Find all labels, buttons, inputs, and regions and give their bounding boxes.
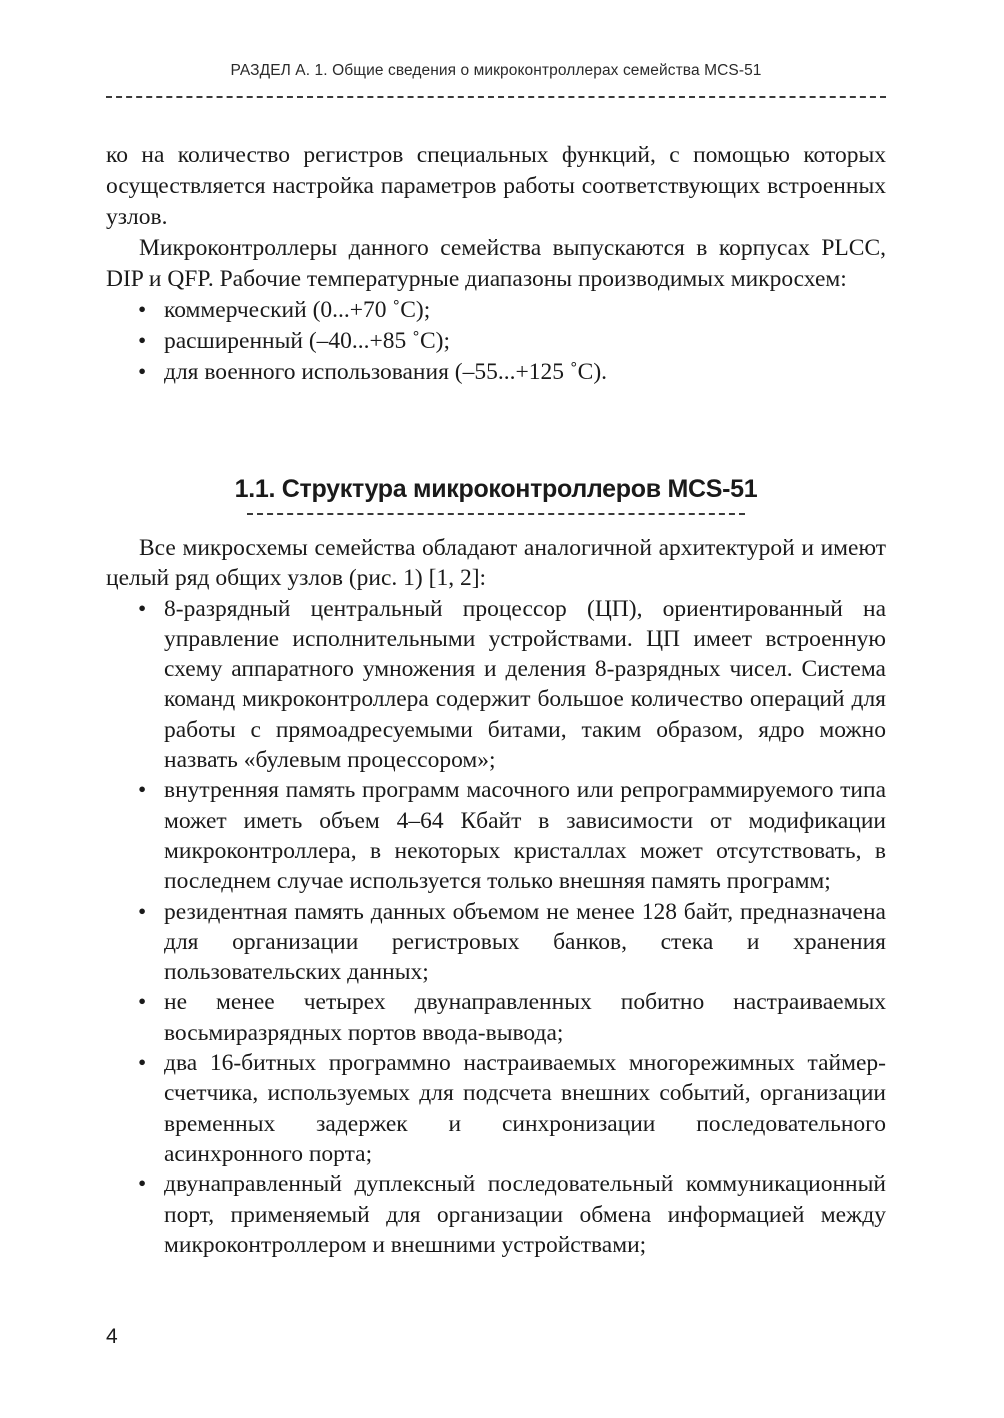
bullet-icon: • <box>138 989 147 1016</box>
list-item-text: 8-разрядный центральный процессор (ЦП), ориентированный на управление исполнительными устройствами. ЦП имеет встроенную схему аппаратного умножения и деления 8-разрядных чисел. Система команд микроконтроллера содержит большое количество операций для работы с прямоадресуемыми битами, таким образом, ядро можно назвать «булевым процессором»; <box>164 595 886 774</box>
list-item-text: два 16-битных программно настраиваемых многорежимных таймер-счетчика, используемых для подсчета внешних событий, организации временных задержек и синхронизации последовательного асинхронного порта; <box>164 1050 886 1167</box>
list-item <box>106 775 886 896</box>
section-heading: 1.1. Структура микроконтроллеров MCS-51 <box>234 475 758 503</box>
bullet-icon: • <box>138 1171 147 1198</box>
bullet-icon: • <box>138 595 147 622</box>
list-item-text: внутренняя память программ масочного или репрограммируемого типа может иметь объем 4–64 Кбайт в зависимости от модификации микроконтроллера, в некоторых кристаллах может отсутствовать, в последнем случае используется только внешняя память программ; <box>164 777 886 895</box>
heading-dashed-rule <box>247 513 745 515</box>
bullet-icon: • <box>138 297 147 323</box>
bullet-icon: • <box>138 328 147 354</box>
list-item <box>106 1048 886 1169</box>
list-item <box>106 295 886 326</box>
list-item-text: двунаправленный дуплексный последовательный коммуникационный порт, применяемый для организации обмена информацией между микроконтроллером и внешними устройствами; <box>164 1171 886 1258</box>
running-header: РАЗДЕЛ А. 1. Общие сведения о микроконтроллерах семейства MCS-51 <box>230 62 762 79</box>
bullet-icon: • <box>138 777 147 804</box>
list-item <box>106 357 886 388</box>
intro-paragraph-continuation: ко на количество регистров специальных функций, с помощью которых осуществляется настройка параметров работы соответствующих встроенных узлов. <box>106 142 886 230</box>
list-item-text: расширенный (–40...+85 ˚С); <box>164 328 451 354</box>
bullet-icon: • <box>138 1050 147 1077</box>
section-lead-paragraph: Все микросхемы семейства обладают аналогичной архитектурой и имеют целый ряд общих узлов (рис. 1) [1, 2]: <box>106 535 886 592</box>
list-item <box>106 594 886 776</box>
header-dashed-rule <box>106 96 886 98</box>
list-item-text: не менее четырех двунаправленных побитно настраиваемых восьмиразрядных портов ввода-вывода; <box>164 989 886 1046</box>
page-number: 4 <box>106 1325 118 1348</box>
list-item <box>106 326 886 357</box>
list-item-text: для военного использования (–55...+125 ˚С). <box>164 359 608 385</box>
intro-text-block <box>106 140 886 388</box>
temperature-range-list <box>106 295 886 388</box>
bullet-icon: • <box>138 359 147 385</box>
intro-paragraph-packages: Микроконтроллеры данного семейства выпускаются в корпусах PLCC, DIP и QFP. Рабочие температурные диапазоны производимых микросхем: <box>106 235 886 292</box>
list-item <box>106 897 886 988</box>
common-units-list <box>106 594 886 1261</box>
section-text-block <box>106 533 886 1260</box>
list-item <box>106 987 886 1048</box>
list-item <box>106 1169 886 1260</box>
bullet-icon: • <box>138 898 147 925</box>
list-item-text: коммерческий (0...+70 ˚С); <box>164 297 431 323</box>
list-item-text: резидентная память данных объемом не менее 128 байт, предназначена для организации регистровых банков, стека и хранения пользовательских данных; <box>164 898 886 986</box>
